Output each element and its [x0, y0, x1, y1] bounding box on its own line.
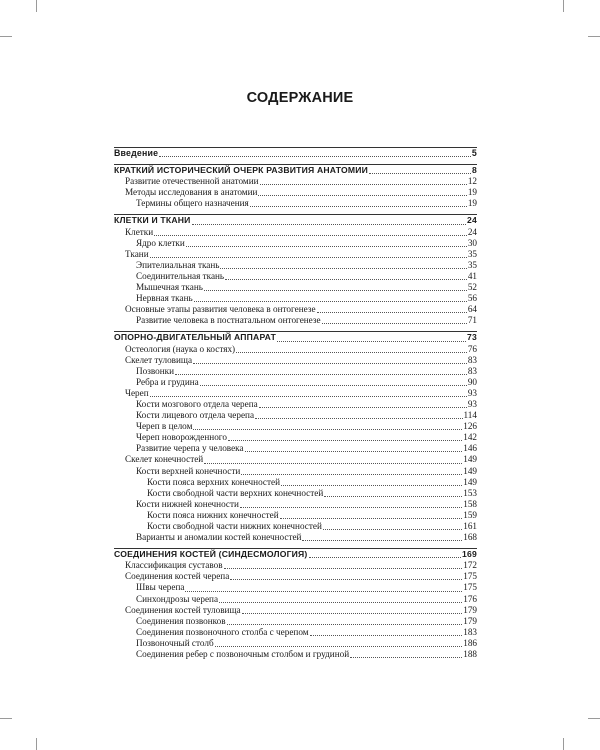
dot-leader	[245, 451, 463, 452]
toc-page-number: 142	[463, 432, 477, 443]
crop-mark	[0, 36, 12, 37]
toc-page-number: 76	[467, 343, 477, 354]
toc-page-number: 149	[463, 454, 477, 465]
crop-mark	[588, 718, 600, 719]
dot-leader	[259, 407, 467, 408]
toc-entry-title: Клетки	[125, 226, 154, 237]
toc-entry-title: Кости нижней конечности	[136, 498, 239, 509]
toc-entry-title: Соединения позвоночного столба с черепом	[136, 626, 309, 637]
toc-entry-title: Ткани	[125, 248, 149, 259]
toc-entry-title: КРАТКИЙ ИСТОРИЧЕСКИЙ ОЧЕРК РАЗВИТИЯ АНАТОМИИ	[114, 165, 368, 176]
toc-entry-title: Кости верхней конечности	[136, 465, 241, 476]
toc-entry-title: Варианты и аномалии костей конечностей	[136, 532, 302, 543]
toc-page-number: 153	[463, 487, 477, 498]
dot-leader	[204, 463, 462, 464]
dot-leader	[240, 507, 462, 508]
toc-entry	[114, 198, 477, 209]
crop-mark	[36, 738, 37, 750]
toc-entry-title: Кости мозгового отдела черепа	[136, 398, 258, 409]
toc-entry-title: Ядро клетки	[136, 237, 185, 248]
toc-entry	[114, 605, 477, 616]
toc-entry-title: Развитие черепа у человека	[136, 443, 244, 454]
toc-entry-title: Соединения костей туловища	[125, 604, 241, 615]
toc-entry-title: Соединения позвонков	[136, 615, 226, 626]
toc-entry-title: Череп в целом	[136, 421, 193, 432]
toc-entry	[114, 638, 477, 649]
toc-entry-title: ОПОРНО-ДВИГАТЕЛЬНЫЙ АППАРАТ	[114, 332, 277, 343]
dot-leader	[242, 613, 463, 614]
toc-page-number: 8	[472, 165, 477, 176]
toc-entry	[114, 377, 477, 388]
toc-entry	[114, 388, 477, 399]
toc-entry	[114, 616, 477, 627]
toc-entry	[114, 176, 477, 187]
dot-leader	[230, 579, 462, 580]
toc-page-number: 146	[463, 443, 477, 454]
toc-entry	[114, 582, 477, 593]
toc-section-heading	[114, 148, 477, 159]
toc-entry-title: Эпителиальная ткань	[136, 259, 220, 270]
dot-leader	[258, 195, 466, 196]
toc-page-number: 64	[467, 304, 477, 315]
toc-page-number: 149	[463, 476, 477, 487]
toc-section-heading	[114, 549, 477, 560]
toc-entry-title: Развитие человека в постнатальном онтогенезе	[136, 315, 321, 326]
toc-page-number: 179	[463, 604, 477, 615]
page-title: СОДЕРЖАНИЕ	[246, 90, 354, 106]
toc-page-number: 175	[463, 582, 477, 593]
toc-page-number: 149	[463, 465, 477, 476]
dot-leader	[250, 206, 467, 207]
toc-entry-title: СОЕДИНЕНИЯ КОСТЕЙ (СИНДЕСМОЛОГИЯ)	[114, 549, 308, 560]
toc-entry-title: Введение	[114, 148, 159, 158]
toc-entry	[114, 249, 477, 260]
toc-entry	[114, 187, 477, 198]
toc-entry-title: КЛЕТКИ И ТКАНИ	[114, 215, 191, 226]
toc-entry-title: Череп	[125, 387, 149, 398]
dot-leader	[227, 624, 463, 625]
dot-leader	[193, 429, 462, 430]
toc-entry	[114, 344, 477, 355]
toc-entry-title: Кости лицевого отдела черепа	[136, 410, 255, 421]
toc-entry-title: Основные этапы развития человека в онтогенезе	[125, 304, 316, 315]
dot-leader	[225, 279, 467, 280]
toc-entry	[114, 315, 477, 326]
toc-page-number: 186	[463, 637, 477, 648]
dot-leader	[255, 418, 463, 419]
toc-page-number: 169	[462, 549, 477, 560]
toc-entry	[114, 227, 477, 238]
dot-leader	[194, 301, 467, 302]
toc-page-number: 126	[463, 421, 477, 432]
toc-section-heading	[114, 332, 477, 343]
toc-entry	[114, 260, 477, 271]
toc-entry	[114, 238, 477, 249]
toc-entry	[114, 366, 477, 377]
toc-page-number: 83	[467, 354, 477, 365]
toc-page-number: 30	[467, 237, 477, 248]
toc-entry	[114, 488, 477, 499]
toc-page-number: 35	[467, 248, 477, 259]
toc-entry	[114, 532, 477, 543]
toc-entry	[114, 594, 477, 605]
toc-page-number: 35	[467, 259, 477, 270]
toc-entry	[114, 477, 477, 488]
toc-entry-title: Череп новорожденного	[136, 432, 227, 443]
dot-leader	[260, 184, 467, 185]
toc-page-number: 83	[467, 365, 477, 376]
toc-entry-title: Нервная ткань	[136, 293, 193, 304]
toc-entry	[114, 421, 477, 432]
toc-page-number: 114	[463, 410, 477, 421]
toc-page-number: 24	[467, 215, 477, 226]
toc-page-number: 176	[463, 593, 477, 604]
toc-entry	[114, 355, 477, 366]
toc-page-number: 41	[467, 270, 477, 281]
toc-entry-title: Термины общего назначения	[136, 198, 249, 209]
toc-entry	[114, 571, 477, 582]
toc-entry-title: Мышечная ткань	[136, 282, 203, 293]
toc-entry-title: Соединения ребер с позвоночным столбом и грудиной	[136, 649, 350, 660]
toc-page-number: 183	[463, 626, 477, 637]
toc-page-number: 19	[467, 187, 477, 198]
dot-leader	[369, 173, 471, 174]
dot-leader	[220, 268, 466, 269]
toc-entry-title: Классификация суставов	[125, 560, 223, 571]
dot-leader	[280, 518, 463, 519]
toc-entry	[114, 627, 477, 638]
dot-leader	[150, 257, 467, 258]
toc-entry	[114, 410, 477, 421]
toc-page-number: 93	[467, 398, 477, 409]
dot-leader	[228, 440, 462, 441]
toc-page-number: 93	[467, 387, 477, 398]
toc-entry	[114, 304, 477, 315]
table-of-contents	[114, 146, 477, 660]
dot-leader	[323, 529, 462, 530]
toc-entry-title: Позвоночный столб	[136, 637, 214, 648]
dot-leader	[215, 646, 463, 647]
toc-page-number: 71	[467, 315, 477, 326]
toc-entry-title: Методы исследования в анатомии	[125, 187, 258, 198]
toc-entry	[114, 454, 477, 465]
toc-entry-title: Остеология (наука о костях)	[125, 343, 236, 354]
toc-page-number: 12	[467, 176, 477, 187]
crop-mark	[588, 36, 600, 37]
toc-entry	[114, 499, 477, 510]
toc-entry-title: Кости свободной части верхних конечностей	[147, 487, 324, 498]
toc-entry-title: Кости пояса нижних конечностей	[147, 509, 279, 520]
toc-section-heading	[114, 215, 477, 226]
crop-mark	[563, 738, 564, 750]
dot-leader	[150, 396, 467, 397]
dot-leader	[154, 235, 467, 236]
toc-entry-title: Кости свободной части нижних конечностей	[147, 521, 322, 531]
toc-entry-title: Соединения костей черепа	[125, 571, 230, 582]
toc-entry	[114, 466, 477, 477]
dot-leader	[200, 385, 467, 386]
toc-entry-title: Кости пояса верхних конечностей	[147, 476, 281, 487]
toc-page-number: 5	[471, 148, 477, 158]
dot-leader	[281, 485, 462, 486]
toc-page-number: 19	[467, 198, 477, 209]
crop-mark	[0, 718, 12, 719]
toc-entry	[114, 443, 477, 454]
dot-leader	[241, 474, 462, 475]
toc-page-number: 52	[467, 282, 477, 293]
toc-page-number: 161	[463, 521, 477, 531]
toc-page-number: 188	[463, 649, 477, 660]
crop-mark	[36, 0, 37, 12]
dot-leader	[219, 602, 462, 603]
dot-leader	[193, 363, 467, 364]
toc-entry-title: Скелет туловища	[125, 354, 193, 365]
toc-entry	[114, 271, 477, 282]
toc-entry	[114, 432, 477, 443]
toc-page-number: 73	[467, 332, 477, 343]
toc-entry-title: Синхондрозы черепа	[136, 593, 219, 604]
dot-leader	[350, 657, 462, 658]
toc-entry	[114, 293, 477, 304]
dot-leader	[324, 496, 462, 497]
dot-leader	[186, 246, 467, 247]
toc-entry	[114, 560, 477, 571]
dot-leader	[204, 290, 467, 291]
toc-entry	[114, 521, 477, 532]
toc-entry	[114, 649, 477, 660]
dot-leader	[185, 591, 462, 592]
toc-page-number: 172	[463, 560, 477, 571]
toc-page-number: 24	[467, 226, 477, 237]
dot-leader	[317, 312, 467, 313]
dot-leader	[322, 323, 467, 324]
toc-section-heading	[114, 165, 477, 176]
toc-page-number: 168	[463, 532, 477, 543]
dot-leader	[224, 568, 463, 569]
dot-leader	[159, 156, 471, 157]
dot-leader	[175, 374, 467, 375]
dot-leader	[192, 224, 467, 225]
toc-page-number: 175	[463, 571, 477, 582]
dot-leader	[277, 341, 466, 342]
toc-entry-title: Швы черепа	[136, 582, 185, 593]
toc-page-number: 90	[467, 376, 477, 387]
dot-leader	[310, 635, 463, 636]
toc-entry	[114, 399, 477, 410]
crop-mark	[563, 0, 564, 12]
toc-entry-title: Позвонки	[136, 365, 175, 376]
dot-leader	[309, 557, 462, 558]
toc-entry-title: Соединительная ткань	[136, 270, 225, 281]
toc-page-number: 158	[463, 498, 477, 509]
toc-page-number: 179	[463, 615, 477, 626]
toc-entry	[114, 282, 477, 293]
toc-entry	[114, 510, 477, 521]
toc-entry-title: Ребра и грудина	[136, 376, 199, 387]
toc-entry-title: Скелет конечностей	[125, 454, 204, 465]
toc-page-number: 159	[463, 509, 477, 520]
toc-page-number: 56	[467, 293, 477, 304]
dot-leader	[236, 352, 467, 353]
toc-entry-title: Развитие отечественной анатомии	[125, 176, 259, 187]
dot-leader	[302, 540, 462, 541]
